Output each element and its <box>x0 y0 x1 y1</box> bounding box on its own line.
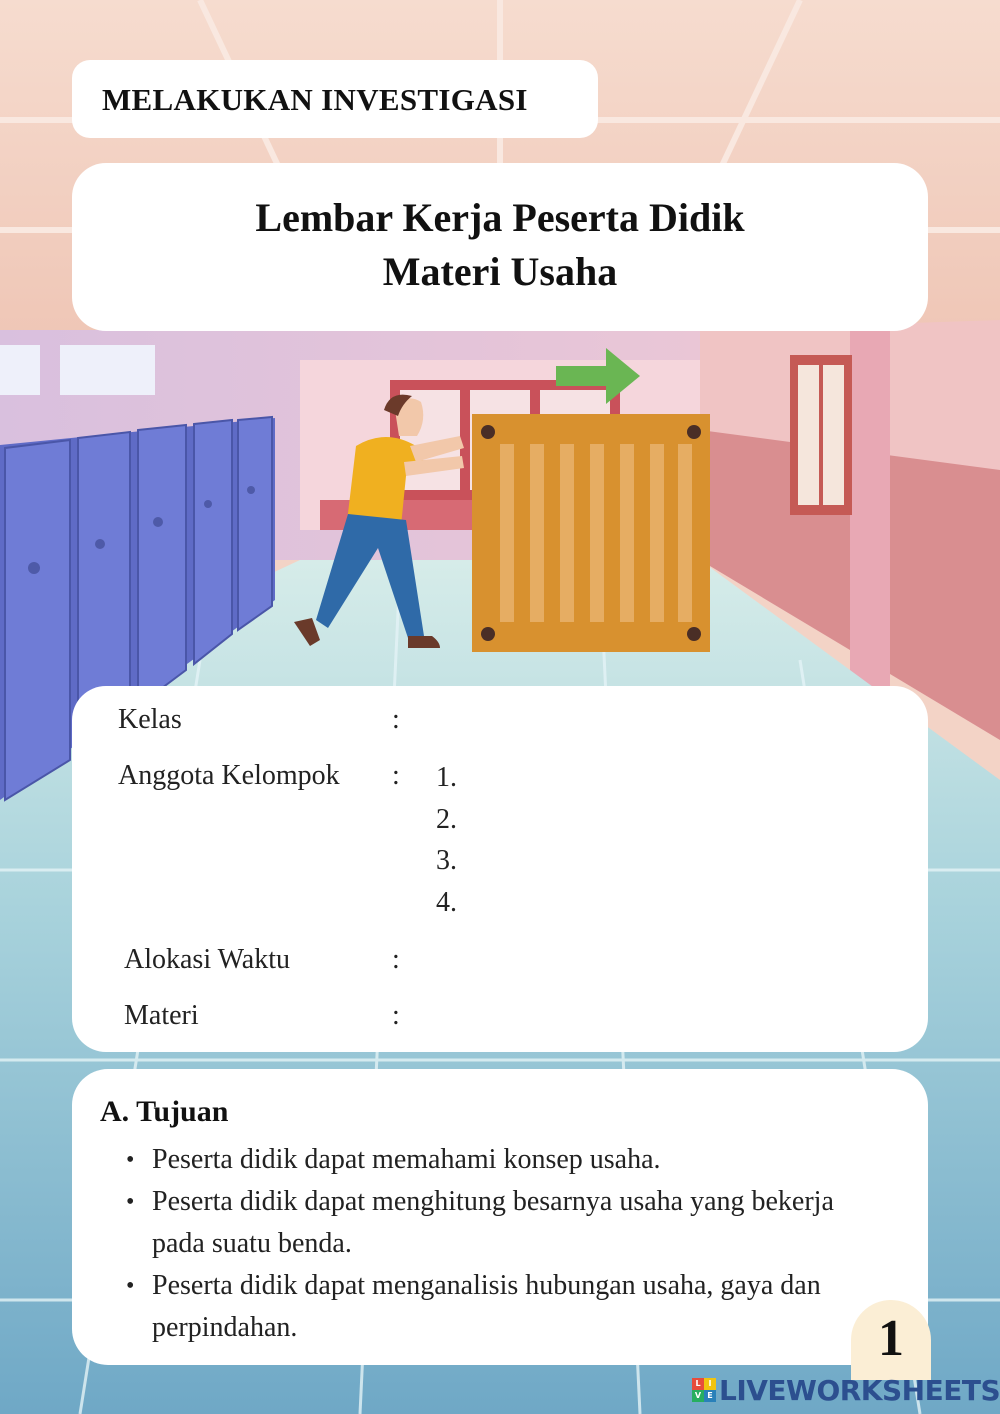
watermark-text: LIVEWORKSHEETS <box>719 1373 1000 1407</box>
worksheet-subtitle: Materi Usaha <box>382 249 618 294</box>
header-tag <box>72 60 598 138</box>
tujuan-heading: A. Tujuan <box>100 1095 229 1128</box>
member-number-4: 4. <box>436 887 457 918</box>
alokasi-waktu-colon: : <box>392 944 400 975</box>
liveworksheets-logo-icon <box>692 1378 716 1402</box>
member-number-2: 2. <box>436 804 457 835</box>
materi-label: Materi <box>124 1000 199 1031</box>
page-number: 1 <box>851 1300 931 1380</box>
kelas-colon: : <box>392 704 400 735</box>
member-number-1: 1. <box>436 762 457 793</box>
logo-letter: V <box>692 1390 704 1402</box>
materi-colon: : <box>392 1000 400 1031</box>
logo-letter: I <box>704 1378 716 1390</box>
tujuan-item: • Peserta didik dapat memahami konsep usaha. <box>124 1139 884 1181</box>
kelas-label: Kelas <box>118 704 182 735</box>
title-card <box>72 163 928 331</box>
tujuan-item: • Peserta didik dapat menganalisis hubungan usaha, gaya dan perpindahan. <box>124 1265 884 1349</box>
worksheet-title: Lembar Kerja Peserta Didik <box>255 195 745 240</box>
anggota-colon: : <box>392 760 400 791</box>
header-tag-text: MELAKUKAN INVESTIGASI <box>102 82 528 117</box>
tujuan-list <box>124 1139 884 1349</box>
student-info-card <box>72 686 928 1052</box>
tujuan-card <box>72 1069 928 1365</box>
tujuan-item: • Peserta didik dapat menghitung besarnya usaha yang bekerja pada suatu benda. <box>124 1181 884 1265</box>
logo-letter: L <box>692 1378 704 1390</box>
member-number-3: 3. <box>436 845 457 876</box>
alokasi-waktu-label: Alokasi Waktu <box>124 944 290 975</box>
liveworksheets-watermark <box>692 1374 1000 1406</box>
anggota-label: Anggota Kelompok <box>118 760 340 791</box>
logo-letter: E <box>704 1390 716 1402</box>
